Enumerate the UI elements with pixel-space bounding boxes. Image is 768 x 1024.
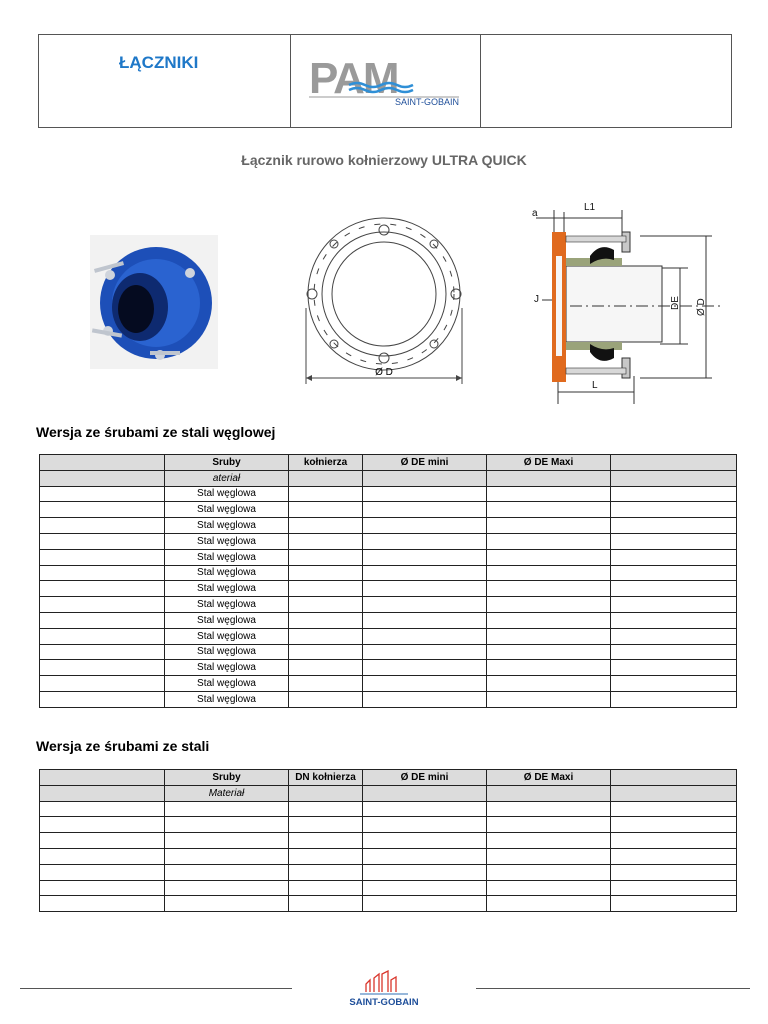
table-cell: Stal węglowa [165, 486, 289, 502]
table-cell [487, 848, 611, 864]
table-cell [487, 691, 611, 707]
table-cell [289, 660, 363, 676]
table-cell [611, 817, 737, 833]
table-cell: Stal węglowa [165, 502, 289, 518]
table-cell [40, 770, 165, 786]
table-cell [289, 817, 363, 833]
table-cell [611, 644, 737, 660]
table-cell: DN kołnierza [289, 770, 363, 786]
table-cell [289, 549, 363, 565]
table-cell [487, 817, 611, 833]
pam-logo-text: PAM [309, 57, 398, 103]
section1-title: Wersja ze śrubami ze stali węglowej [36, 424, 276, 440]
table-cell [363, 644, 487, 660]
table-cell [289, 612, 363, 628]
table-cell [363, 502, 487, 518]
table-cell [289, 801, 363, 817]
table-cell [289, 848, 363, 864]
table-cell [289, 565, 363, 581]
table-cell [40, 817, 165, 833]
table-cell [289, 486, 363, 502]
table-cell [487, 833, 611, 849]
table-cell [611, 770, 737, 786]
table-cell: Ø DE Maxi [487, 770, 611, 786]
table-cell [363, 848, 487, 864]
table-cell [363, 864, 487, 880]
table-cell [40, 660, 165, 676]
table-subheader-row [40, 470, 737, 486]
table-row [40, 502, 737, 518]
table-cell [289, 533, 363, 549]
table-cell [611, 833, 737, 849]
table-row [40, 817, 737, 833]
table-cell: Ø DE Maxi [487, 455, 611, 471]
table-row [40, 612, 737, 628]
table-cell [363, 833, 487, 849]
table-row [40, 864, 737, 880]
table-cell [363, 581, 487, 597]
table-cell [363, 691, 487, 707]
label-l: L [592, 380, 598, 391]
table-cell [363, 785, 487, 801]
section2-title: Wersja ze śrubami ze stali [36, 738, 210, 754]
table-cell [611, 502, 737, 518]
table-cell [289, 597, 363, 613]
table-cell [611, 848, 737, 864]
table-cell [289, 628, 363, 644]
table-cell: Stal węglowa [165, 549, 289, 565]
table-cell [487, 533, 611, 549]
table-cell [40, 565, 165, 581]
table-cell: Stal węglowa [165, 533, 289, 549]
table-cell [487, 628, 611, 644]
document-header [38, 34, 732, 128]
table-cell: Stal węglowa [165, 644, 289, 660]
table-cell [40, 533, 165, 549]
label-od: Ø D [696, 298, 707, 316]
cross-section-drawing [520, 196, 720, 408]
footer-rule-right [476, 988, 750, 989]
label-j: J [534, 294, 539, 305]
product-photo [90, 235, 218, 369]
table-row [40, 676, 737, 692]
table-cell: Stal węglowa [165, 597, 289, 613]
table-cell [289, 785, 363, 801]
table-row [40, 833, 737, 849]
table-cell: Stal węglowa [165, 691, 289, 707]
table-cell [40, 612, 165, 628]
table-cell [289, 676, 363, 692]
table-cell [363, 676, 487, 692]
table-cell [363, 486, 487, 502]
table-cell [289, 833, 363, 849]
table-subheader-row [40, 785, 737, 801]
table-cell [611, 864, 737, 880]
table-row [40, 518, 737, 534]
table-cell [289, 644, 363, 660]
flange-front-view-drawing [298, 208, 470, 400]
table-cell [40, 597, 165, 613]
table-cell: Materiał [165, 785, 289, 801]
table-cell: Stal węglowa [165, 628, 289, 644]
pam-logo-subtext: SAINT-GOBAIN [394, 97, 459, 107]
table-cell [363, 801, 487, 817]
table-row [40, 628, 737, 644]
table-cell [487, 644, 611, 660]
table-cell [611, 612, 737, 628]
table-cell [487, 470, 611, 486]
table-cell [611, 565, 737, 581]
table-cell: Stal węglowa [165, 565, 289, 581]
table-cell [363, 880, 487, 896]
table-cell [363, 896, 487, 912]
table-cell [611, 801, 737, 817]
table-cell [165, 848, 289, 864]
table-row [40, 691, 737, 707]
table-cell [40, 470, 165, 486]
header-logo-cell [291, 35, 481, 127]
table-cell [40, 549, 165, 565]
table-cell [487, 896, 611, 912]
table-cell [40, 864, 165, 880]
table-cell [289, 864, 363, 880]
table-cell [611, 597, 737, 613]
table-cell [289, 896, 363, 912]
header-empty-cell [481, 35, 731, 127]
table-cell [363, 660, 487, 676]
table-cell [487, 549, 611, 565]
table-cell [40, 801, 165, 817]
table-cell [611, 676, 737, 692]
table-cell [487, 565, 611, 581]
table-row [40, 896, 737, 912]
table-cell [289, 470, 363, 486]
table-cell [40, 880, 165, 896]
table-cell [165, 896, 289, 912]
table-cell [289, 581, 363, 597]
table-cell [165, 880, 289, 896]
table-cell [165, 801, 289, 817]
table-cell: Stal węglowa [165, 518, 289, 534]
table-cell [289, 502, 363, 518]
label-a: a [532, 208, 538, 219]
table-cell [40, 644, 165, 660]
table-cell [289, 691, 363, 707]
table-cell [40, 486, 165, 502]
table-cell [611, 581, 737, 597]
table-row [40, 801, 737, 817]
table-cell [487, 502, 611, 518]
table-row [40, 597, 737, 613]
carbon-steel-bolts-table [39, 454, 737, 708]
table-cell: Sruby [165, 770, 289, 786]
table-cell [165, 864, 289, 880]
table-cell [611, 896, 737, 912]
table-cell: Stal węglowa [165, 660, 289, 676]
table-row [40, 660, 737, 676]
table-cell [363, 597, 487, 613]
label-l1: L1 [584, 202, 596, 213]
footer-rule-left [20, 988, 292, 989]
table-cell [611, 785, 737, 801]
table-cell [611, 470, 737, 486]
table-cell [40, 628, 165, 644]
label-de: DE [670, 296, 681, 310]
table-cell [487, 801, 611, 817]
table-cell [487, 518, 611, 534]
table-row [40, 848, 737, 864]
table-cell: Stal węglowa [165, 676, 289, 692]
table-cell [363, 612, 487, 628]
header-title: ŁĄCZNIKI [119, 53, 199, 72]
table-cell [40, 848, 165, 864]
footer-logo-text: SAINT-GOBAIN [349, 997, 419, 1008]
table-cell [40, 833, 165, 849]
table-row [40, 565, 737, 581]
table-cell [487, 785, 611, 801]
table-cell [40, 455, 165, 471]
table-cell [487, 597, 611, 613]
table-cell [363, 817, 487, 833]
table-cell [289, 518, 363, 534]
table-cell [611, 518, 737, 534]
table-cell: Ø DE mini [363, 770, 487, 786]
table-cell [40, 502, 165, 518]
table-cell: Sruby [165, 455, 289, 471]
table-cell [40, 581, 165, 597]
table-cell: Stal węglowa [165, 612, 289, 628]
table-cell [611, 533, 737, 549]
table-cell [487, 612, 611, 628]
table-cell [40, 785, 165, 801]
table-cell [487, 676, 611, 692]
table-cell [487, 880, 611, 896]
table-cell [40, 676, 165, 692]
table-header-row [40, 770, 737, 786]
table-cell [363, 518, 487, 534]
table-cell [611, 549, 737, 565]
table-cell [165, 833, 289, 849]
table-cell [611, 880, 737, 896]
table-cell [40, 691, 165, 707]
table-cell: ateriał [165, 470, 289, 486]
table-cell [487, 486, 611, 502]
table-cell [487, 864, 611, 880]
table-cell [363, 470, 487, 486]
table-row [40, 486, 737, 502]
steel-bolts-table [39, 769, 737, 912]
table-cell [611, 691, 737, 707]
table-cell: Stal węglowa [165, 581, 289, 597]
header-title-cell [39, 35, 291, 127]
table-cell [363, 533, 487, 549]
table-cell [363, 628, 487, 644]
table-row [40, 533, 737, 549]
table-cell [487, 581, 611, 597]
table-row [40, 581, 737, 597]
table-cell [40, 896, 165, 912]
flange-od-label: Ø D [375, 367, 393, 378]
pam-saint-gobain-logo [309, 57, 461, 107]
table-header-row [40, 455, 737, 471]
table-row [40, 644, 737, 660]
table-cell [363, 549, 487, 565]
table-cell [611, 660, 737, 676]
table-cell [289, 880, 363, 896]
table-cell [611, 628, 737, 644]
table-cell [363, 565, 487, 581]
document-title: Łącznik rurowo kołnierzowy ULTRA QUICK [241, 152, 527, 168]
table-cell [165, 817, 289, 833]
table-cell [40, 518, 165, 534]
saint-gobain-footer-logo [344, 970, 424, 1010]
table-row [40, 549, 737, 565]
table-cell [487, 660, 611, 676]
table-row [40, 880, 737, 896]
table-cell [611, 455, 737, 471]
table-cell: Ø DE mini [363, 455, 487, 471]
table-cell [611, 486, 737, 502]
table-cell: kołnierza [289, 455, 363, 471]
